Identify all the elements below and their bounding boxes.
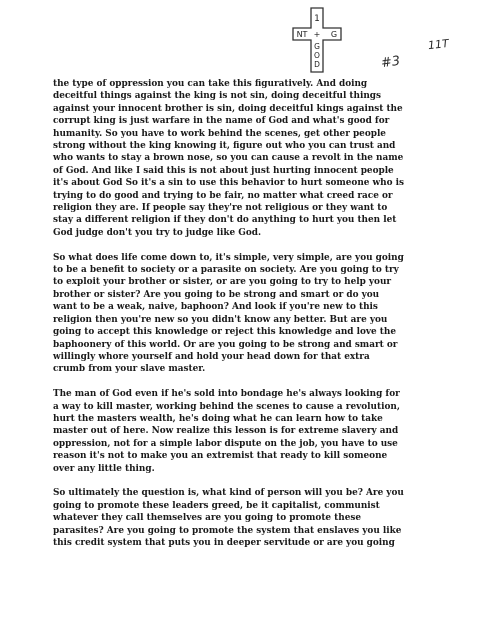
- text-line: willingly whore yourself and hold your head down for that extra: [53, 351, 370, 362]
- text-line: God judge don't you try to judge like God.: [53, 227, 262, 238]
- text-line: a way to kill master, working behind the scenes to cause a revolution,: [53, 401, 400, 412]
- text-line: baphoonery of this world. Or are you going to be strong and smart or: [53, 339, 398, 350]
- cross-letter-top: 1: [314, 14, 320, 24]
- text-line: parasites? Are you going to promote the system that enslaves you like: [53, 525, 402, 536]
- paragraph: [53, 388, 485, 475]
- cross-center-plus: +: [313, 30, 321, 39]
- margin-note-page-number: #3: [380, 53, 402, 72]
- margin-note-marker: 11T: [427, 36, 450, 53]
- text-line: of God. And like I said this is not about just hurting innocent people: [53, 165, 394, 176]
- text-line: So ultimately the question is, what kind of person will you be? Are you: [53, 488, 404, 499]
- text-line: reason it's not to make you an extremist that ready to kill someone: [53, 451, 388, 462]
- text-line: whatever they call themselves are you going to promote these: [53, 513, 362, 524]
- text-line: who wants to stay a brown nose, so you can cause a revolt in the name: [53, 153, 404, 164]
- paragraph: [53, 487, 485, 549]
- text-line: want to be a weak, naive, baphoon? And look if you're new to this: [53, 302, 378, 313]
- text-line: brother or sister? Are you going to be strong and smart or do you: [53, 289, 380, 300]
- text-line: this credit system that puts you in deeper servitude or are you going: [53, 537, 395, 548]
- text-line: humanity. So you have to work behind the scenes, get other people: [53, 128, 386, 139]
- cross-letter-right: G: [330, 30, 338, 39]
- text-line: religion then you're new so you didn't know any better. But are you: [53, 314, 388, 325]
- text-line: stay a different religion if they don't do anything to hurt you then let: [53, 215, 397, 226]
- text-line: deceitful things against the king is not sin, doing deceitful things: [53, 91, 381, 102]
- cross-letter-bottom-2: O: [314, 51, 320, 60]
- text-line: going to promote these leaders greed, be it capitalist, communist: [53, 500, 380, 511]
- paragraph: [53, 78, 485, 239]
- cross-letter-bottom-1: G: [314, 42, 320, 51]
- text-line: to exploit your brother or sister, or are you going to try to help your: [53, 277, 392, 288]
- cross-letter-left: NT: [296, 30, 308, 39]
- cross-drawing: [283, 6, 359, 74]
- text-line: trying to do good and trying to be fair, no matter what creed race or: [53, 190, 393, 201]
- paragraph: [53, 252, 485, 376]
- handwritten-cross-mark: [283, 6, 359, 74]
- text-line: strong without the king knowing it, figure out who you can trust and: [53, 141, 396, 152]
- text-line: hurt the masters wealth, he's doing what he can learn how to take: [53, 413, 383, 424]
- text-line: corrupt king is just warfare in the name of God and what's good for: [53, 116, 390, 127]
- text-line: it's about God So it's a sin to use this behavior to hurt someone who is: [53, 178, 405, 189]
- text-line: master out of here. Now realize this lesson is for extreme slavery and: [53, 426, 399, 437]
- document-body: [53, 78, 485, 549]
- text-line: to be a benefit to society or a parasite on society. Are you going to try: [53, 265, 399, 276]
- text-line: So what does life come down to, it's simple, very simple, are you going: [53, 252, 404, 263]
- text-line: The man of God even if he's sold into bondage he's always looking for: [53, 389, 400, 400]
- text-line: over any little thing.: [53, 463, 155, 474]
- cross-letter-bottom-3: D: [314, 60, 320, 69]
- text-line: going to accept this knowledge or reject this knowledge and love the: [53, 327, 396, 338]
- text-line: the type of oppression you can take this figuratively. And doing: [53, 79, 368, 89]
- text-line: oppression, not for a simple labor dispute on the job, you have to use: [53, 438, 398, 449]
- text-line: religion they are. If people say they're not religious or they want to: [53, 203, 388, 214]
- text-line: crumb from your slave master.: [53, 364, 206, 375]
- text-line: against your innocent brother is sin, doing deceitful kings against the: [53, 103, 403, 114]
